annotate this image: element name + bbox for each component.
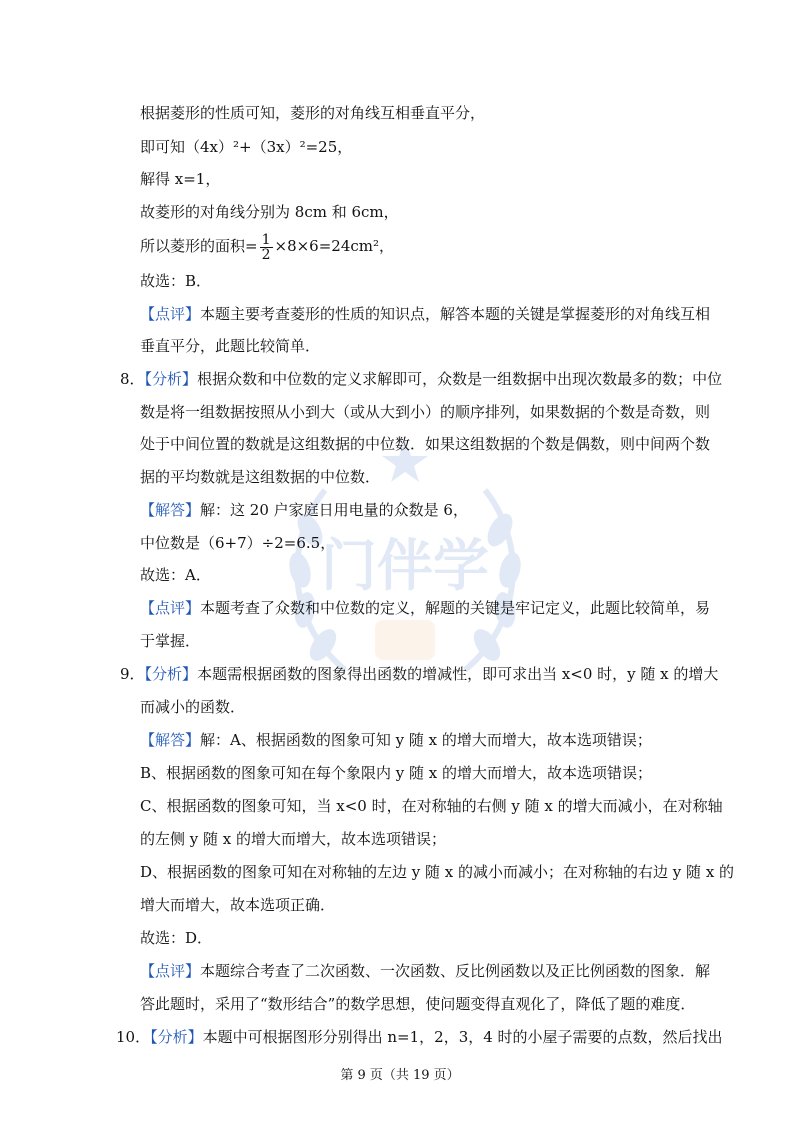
comment-line (140, 961, 710, 981)
text-line: 故菱形的对角线分别为 8cm 和 6cm， (140, 203, 399, 221)
comment-line (140, 598, 710, 618)
text-line: 根据菱形的性质可知，菱形的对角线互相垂直平分， (140, 104, 486, 122)
answer-line (140, 730, 652, 750)
text-line: 处于中间位置的数就是这组数据的中位数．如果这组数据的个数是偶数，则中间两个数 (140, 435, 711, 453)
formula-prefix: 所以菱形的面积= (140, 237, 258, 255)
watermark-text: 门伴学 (321, 534, 489, 599)
analysis-text: 本题需根据函数的图象得出函数的增减性，即可求出当 x<0 时，y 随 x 的增大 (197, 665, 719, 683)
question-8-analysis (120, 369, 722, 389)
answer-tag: 【解答】 (140, 731, 201, 749)
text-line: 增大而增大，故本选项正确． (140, 896, 336, 914)
analysis-text: 本题中可根据图形分别得出 n=1，2，3，4 时的小屋子需要的点数，然后找出 (202, 1028, 723, 1046)
comment-tag: 【点评】 (140, 305, 201, 323)
fraction-numerator: 1 (261, 231, 271, 248)
text-line: 答此题时，采用了“数形结合”的数学思想，使问题变得直观化了，降低了题的难度． (140, 995, 696, 1013)
analysis-tag: 【分析】 (144, 370, 198, 388)
comment-tag: 【点评】 (140, 599, 201, 617)
analysis-text: 根据众数和中位数的定义求解即可，众数是一组数据中出现次数最多的数；中位 (197, 370, 723, 388)
text-line: D、根据函数的图象可知在对称轴的左边 y 随 x 的减小而减小；在对称轴的右边 y 随 x 的 (140, 863, 735, 881)
text-line: 故选：D． (140, 929, 213, 947)
fraction (260, 233, 273, 262)
text-line: 数是将一组数据按照从小到大（或从大到小）的顺序排列，如果数据的个数是奇数，则 (140, 403, 711, 421)
text-line: C、根据函数的图象可知，当 x<0 时，在对称轴的右侧 y 随 x 的增大而减小，在对称轴 (140, 797, 723, 815)
analysis-tag: 【分析】 (150, 1028, 203, 1046)
text-line: 据的平均数就是这组数据的中位数． (140, 468, 381, 486)
question-9-analysis (120, 664, 718, 684)
comment-tag: 【点评】 (140, 962, 201, 980)
formula-suffix: ×8×6=24cm²， (274, 237, 395, 255)
answer-line (140, 500, 468, 520)
comment-text: 本题综合考查了二次函数、一次函数、反比例函数以及正比例函数的图象．解 (200, 962, 711, 980)
answer-text: 解：这 20 户家庭日用电量的众数是 6， (200, 501, 468, 519)
area-formula-line (140, 228, 394, 264)
text-line: 中位数是（6+7）÷2=6.5， (140, 534, 336, 552)
text-line: B、根据函数的图象可知在每个象限内 y 随 x 的增大而增大，故本选项错误； (140, 764, 653, 782)
text-line: 故选：A． (140, 566, 211, 584)
text-line: 故选：B． (140, 272, 212, 290)
question-number: 8． (120, 370, 145, 388)
text-line: 解得 x=1， (140, 170, 221, 188)
text-line: 而减小的函数． (140, 698, 246, 716)
fraction-denominator: 2 (261, 246, 271, 263)
comment-text: 本题主要考查菱形的性质的知识点，解答本题的关键是掌握菱形的对角线互相 (200, 305, 711, 323)
text-line: 垂直平分，此题比较简单． (140, 337, 321, 355)
question-number: 9． (120, 665, 145, 683)
analysis-tag: 【分析】 (144, 665, 198, 683)
question-number: 10． (116, 1028, 151, 1046)
text-line: 即可知（4x）²+（3x）²=25， (140, 138, 353, 156)
answer-text: 解：A、根据函数的图象可知 y 随 x 的增大而增大，故本选项错误； (200, 731, 652, 749)
text-line: 于掌握． (140, 632, 201, 650)
text-line: 的左侧 y 随 x 的增大而增大，故本选项错误； (140, 830, 447, 848)
answer-tag: 【解答】 (140, 501, 201, 519)
question-10-analysis (116, 1027, 723, 1047)
comment-text: 本题考查了众数和中位数的定义，解题的关键是牢记定义，此题比较简单，易 (200, 599, 711, 617)
comment-line (140, 304, 710, 324)
page-footer: 第 9 页（共 19 页） (340, 1068, 460, 1083)
